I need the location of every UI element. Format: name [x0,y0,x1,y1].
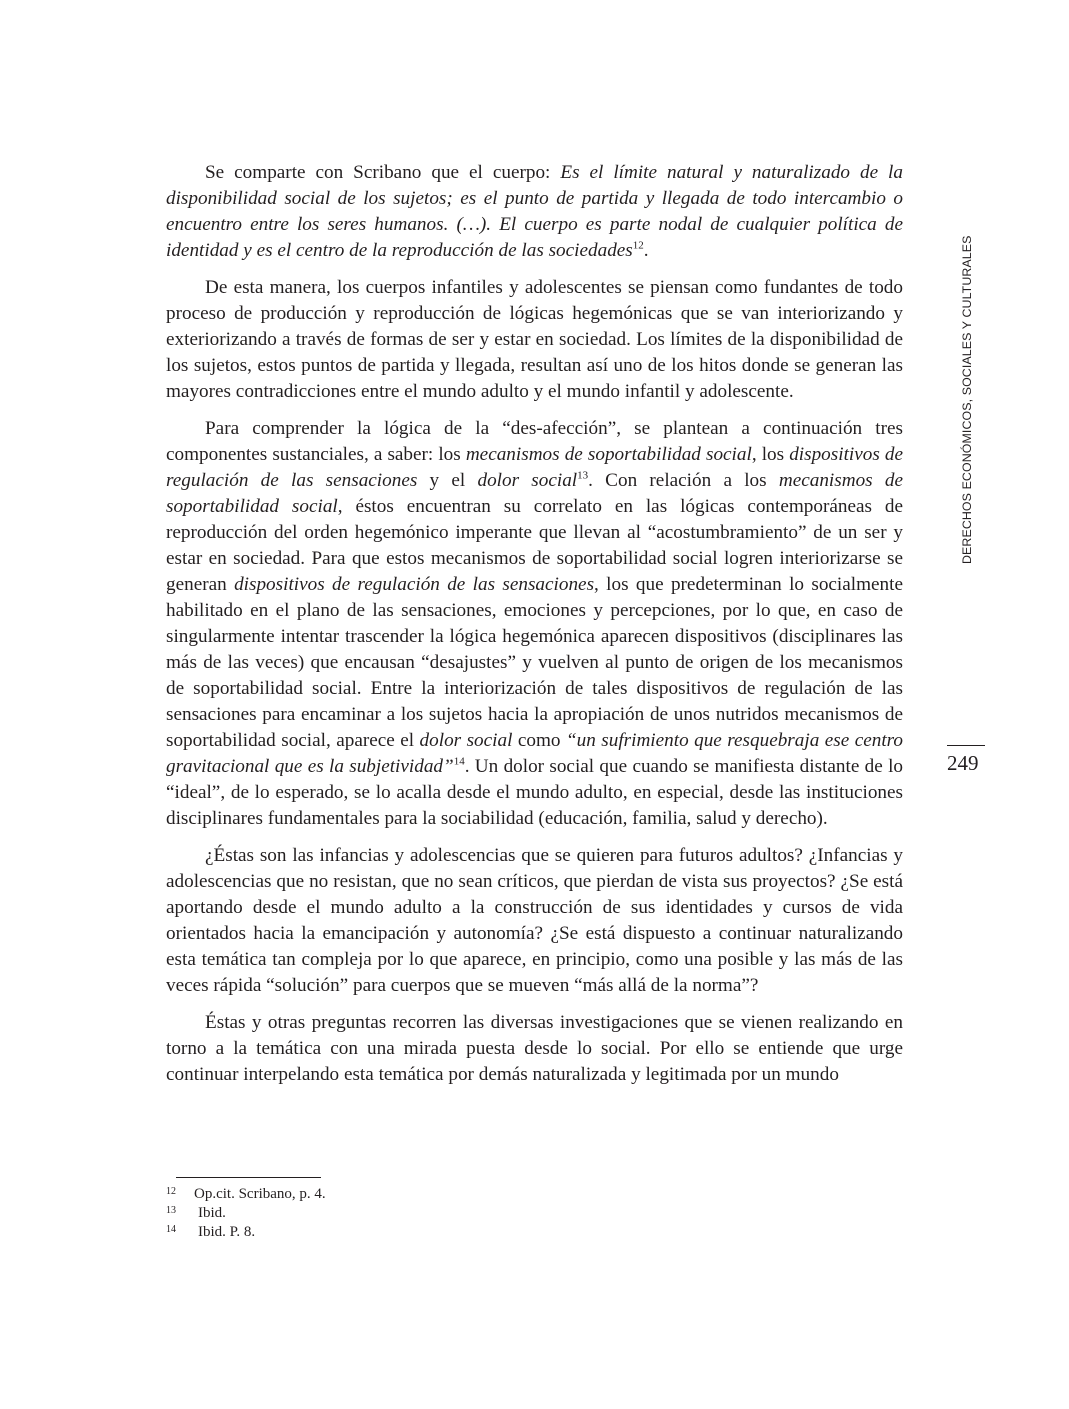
paragraph-2: De esta manera, los cuerpos infantiles y adolescentes se piensan como fundantes de todo proceso de producción y reproducción de lógicas hegemónicas que se van interiorizando y exteriorizando a través de formas de ser y estar en sociedad. Los límites de la disponibilidad de los sujetos, estos puntos de partida y llegada, resultan así uno de los hitos donde se generan las mayores contradicciones entre el mundo adulto y el mundo infantil y adolescente. [166,277,903,402]
paragraph-1: Se comparte con Scribano que el cuerpo: Es el límite natural y naturalizado de la disponibilidad social de los sujetos; es el punto de partida y llegada de todo intercambio o encuentro entre los seres humanos. (…). El cuerpo es parte nodal de cualquier política de identidad y es el centro de la reproducción de las sociedades$^{12}$. [166,162,903,261]
footnote-text: Ibid. P. 8. [198,1224,256,1240]
paragraph-4: ¿Éstas son las infancias y adolescencias que se quieren para futuros adultos? ¿Infancias y adolescencias que no resistan, que no sean críticos, que pierdan de vista sus proyectos? ¿Se está aportando desde el mundo adulto a la construcción de sus identidades y cursos de vida orientados hacia la emancipación y autonomía? ¿Se está dispuesto a continuar naturalizando esta temática tan compleja por lo que aparece, en principio, como una posible y las más de las veces rápida “solución” para cuerpos que se mueven “más allá de la norma”? [166,845,903,996]
footnote-ref-13[interactable]: 13 [577,469,589,482]
page-number: 249 [947,751,979,775]
footnote-number: 13 [166,1205,176,1216]
italic-quote: Es el límite natural y naturalizado de la disponibilidad social de los sujetos; es el punto de partida y llegada de todo intercambio o encuentro entre los seres humanos. (…). El cuerpo es parte nodal de cualquier política de identidad y es el centro de la reproducción de las sociedades [166,162,903,261]
footnote-item [166,1223,666,1242]
main-text [166,160,903,1088]
footnote-text: Op.cit. Scribano, p. 4. [194,1186,326,1202]
paragraph-3: Para comprender la lógica de la “des-afección”, se plantean a continuación tres componentes sustanciales, a saber: los mecanismos de soportabilidad social, los dispositivos de regulación de las sensaciones y el dolor social$^{13}$. Con relación a los mecanismos de soportabilidad social, éstos encuentran su correlato en las lógicas contemporáneas de reproducción del orden hegemónico imperante que llevan al “acostumbramiento” de un ser y estar en sociedad. Para que estos mecanismos de soportabilidad social logren interiorizarse se generan dispositivos de regulación de las sensaciones, los que predeterminan lo socialmente habilitado en el plano de las sensaciones, emociones y percepciones, por lo que, en caso de singularmente intentar trascender la lógica hegemónica aparecen dispositivos (disciplinares las más de las veces) que encausan “desajustes” y vuelven al punto de origen de los mecanismos de soportabilidad social. Entre la interiorización de tales dispositivos de regulación de las sensaciones para encaminar a los sujetos hacia la apropiación de unos nutridos mecanismos de soportabilidad social, aparece el dolor social como “un sufrimiento que resquebraja ese centro gravitacional que es la subjetividad”$^{14}$. Un dolor social que cuando se manifiesta distante de lo “ideal”, de lo esperado, se lo acalla desde el mundo adulto, en especial, desde las instituciones disciplinares fundamentales para la sociabilidad (educación, familia, salud y derecho). [166,418,904,829]
footnote-number: 12 [166,1186,176,1197]
footnote-number: 14 [166,1224,176,1235]
footnote-divider [176,1177,321,1178]
footnotes [166,1185,666,1242]
running-section-title: DERECHOS ECONÓMICOS, SOCIALES Y CULTURALES [960,235,974,564]
footnote-ref-12[interactable]: 12 [632,239,644,252]
footnote-item [166,1185,666,1204]
footnote-item [166,1204,666,1223]
footnote-text: Ibid. [198,1205,226,1221]
page-number-rule [947,745,985,746]
footnote-ref-14[interactable]: 14 [453,755,465,768]
paragraph-5: Éstas y otras preguntas recorren las diversas investigaciones que se vienen realizando en torno a la temática con una mirada puesta desde lo social. Por ello se entiende que urge continuar interpelando esta temática por demás naturalizada y legitimada por un mundo [166,1012,903,1085]
